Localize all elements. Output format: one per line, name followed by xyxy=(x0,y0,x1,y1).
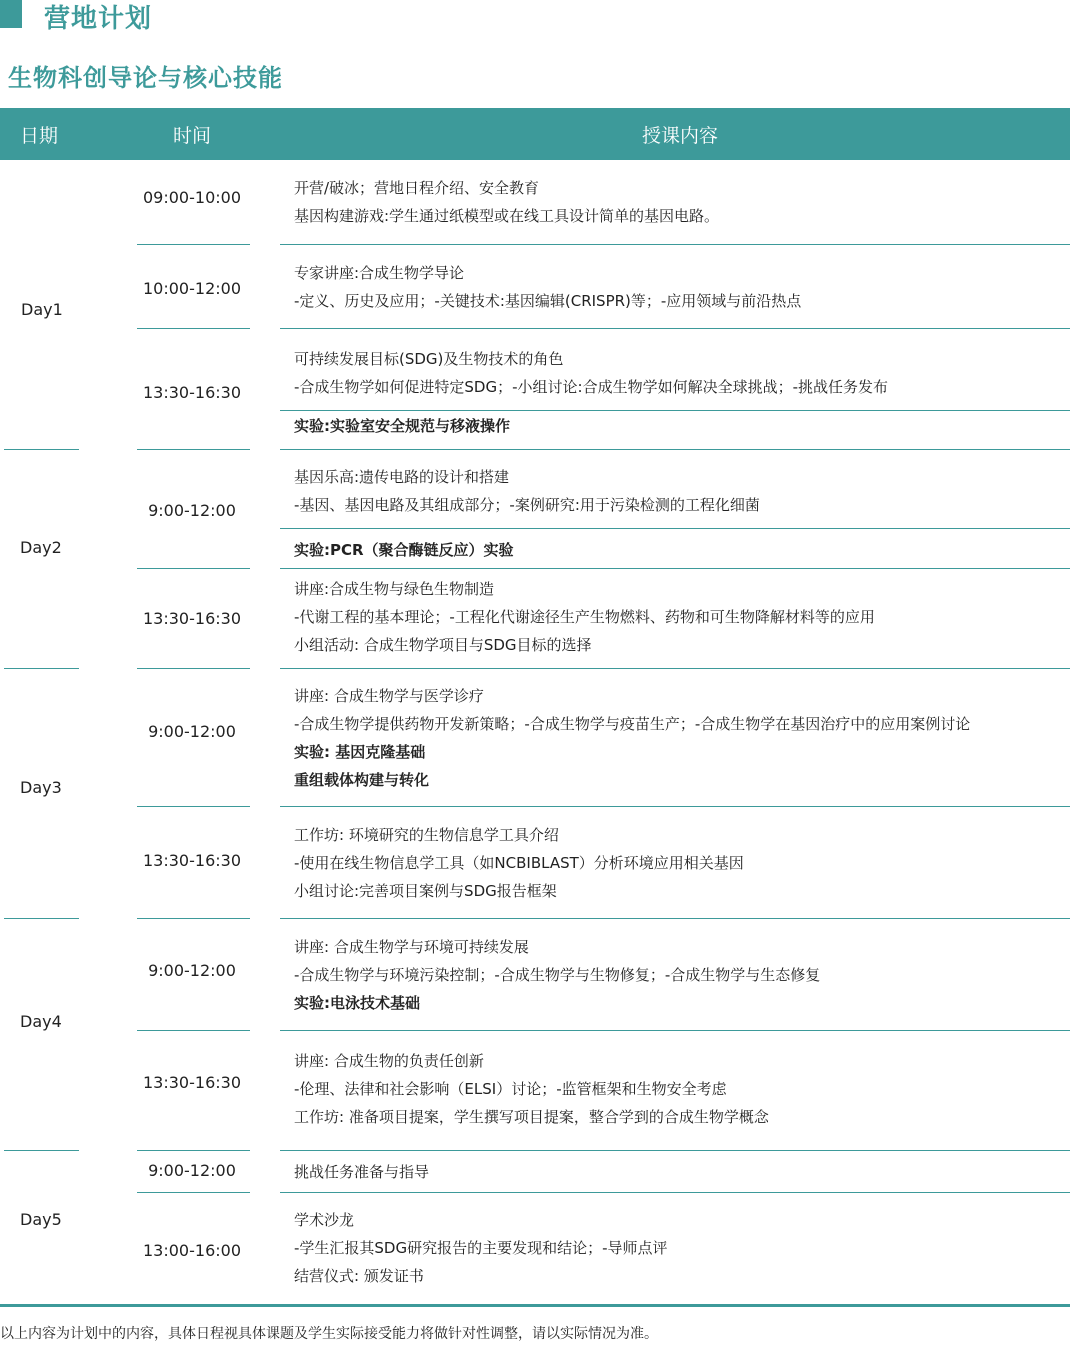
slot-time: 9:00-12:00 xyxy=(148,1161,236,1180)
content-line: -代谢工程的基本理论；-工程化代谢途径生产生物燃料、药物和可生物降解材料等的应用 xyxy=(294,608,875,626)
time-divider xyxy=(137,918,250,919)
time-divider xyxy=(137,668,250,669)
content-line: -合成生物学提供药物开发新策略；-合成生物学与疫苗生产；-合成生物学在基因治疗中的应用案例讨论 xyxy=(294,715,971,733)
content-divider xyxy=(280,449,1070,450)
content-line: 讲座:合成生物与绿色生物制造 xyxy=(294,580,495,598)
time-divider xyxy=(137,449,250,450)
day-label: Day1 xyxy=(21,300,63,319)
day-label: Day5 xyxy=(20,1210,62,1229)
table-header xyxy=(0,108,1070,160)
content-line: -定义、历史及应用；-关键技术:基因编辑(CRISPR)等；-应用领域与前沿热点 xyxy=(294,292,802,310)
slot-time: 13:30-16:30 xyxy=(143,383,241,402)
content-line: 工作坊: 环境研究的生物信息学工具介绍 xyxy=(294,826,559,844)
time-divider xyxy=(137,328,250,329)
slot-time: 9:00-12:00 xyxy=(148,501,236,520)
section-title: 营地计划 xyxy=(44,4,153,34)
day-divider xyxy=(4,449,79,450)
content-line: -伦理、法律和社会影响（ELSI）讨论；-监管框架和生物安全考虑 xyxy=(294,1080,727,1098)
content-line: -合成生物学与环境污染控制；-合成生物学与生物修复；-合成生物学与生态修复 xyxy=(294,966,821,984)
content-line: 小组讨论:完善项目案例与SDG报告框架 xyxy=(294,882,557,900)
lab-session: 实验:实验室安全规范与移液操作 xyxy=(294,417,511,435)
lab-session: 重组载体构建与转化 xyxy=(294,771,430,789)
slot-time: 10:00-12:00 xyxy=(143,279,241,298)
content-divider xyxy=(280,668,1070,669)
slot-time: 13:30-16:30 xyxy=(143,609,241,628)
content-line: 学术沙龙 xyxy=(294,1211,355,1229)
table-bottom-rule xyxy=(0,1304,1070,1307)
lab-session: 实验:PCR（聚合酶链反应）实验 xyxy=(294,541,514,559)
content-line: 讲座: 合成生物学与医学诊疗 xyxy=(294,687,484,705)
content-divider xyxy=(280,918,1070,919)
content-divider xyxy=(280,410,1070,411)
time-divider xyxy=(137,1192,250,1193)
section-marker xyxy=(0,0,22,28)
day-divider xyxy=(4,918,79,919)
time-divider xyxy=(137,1150,250,1151)
content-divider xyxy=(280,1030,1070,1031)
time-divider xyxy=(137,568,250,569)
content-line: 讲座: 合成生物的负责任创新 xyxy=(294,1052,484,1070)
content-line: -使用在线生物信息学工具（如NCBIBLAST）分析环境应用相关基因 xyxy=(294,854,744,872)
slot-time: 9:00-12:00 xyxy=(148,961,236,980)
header-content: 授课内容 xyxy=(642,125,719,147)
content-line: 基因构建游戏:学生通过纸模型或在线工具设计简单的基因电路。 xyxy=(294,207,720,225)
day-label: Day3 xyxy=(20,778,62,797)
content-divider xyxy=(280,328,1070,329)
content-divider xyxy=(280,1150,1070,1151)
content-line: 挑战任务准备与指导 xyxy=(294,1163,430,1181)
slot-time: 09:00-10:00 xyxy=(143,188,241,207)
time-divider xyxy=(137,806,250,807)
slot-time: 13:30-16:30 xyxy=(143,851,241,870)
lab-session: 实验:电泳技术基础 xyxy=(294,994,420,1012)
header-day: 日期 xyxy=(20,125,59,147)
content-divider xyxy=(280,568,1070,569)
content-divider xyxy=(280,528,1070,529)
content-line: 开营/破冰；营地日程介绍、安全教育 xyxy=(294,179,540,197)
content-line: 基因乐高:遗传电路的设计和搭建 xyxy=(294,468,510,486)
content-line: 小组活动: 合成生物学项目与SDG目标的选择 xyxy=(294,636,592,654)
content-line: -合成生物学如何促进特定SDG；-小组讨论:合成生物学如何解决全球挑战；-挑战任务发布 xyxy=(294,378,888,396)
content-line: 工作坊: 准备项目提案，学生撰写项目提案，整合学到的合成生物学概念 xyxy=(294,1108,769,1126)
content-line: -基因、基因电路及其组成部分；-案例研究:用于污染检测的工程化细菌 xyxy=(294,496,760,514)
content-line: 专家讲座:合成生物学导论 xyxy=(294,264,465,282)
day-label: Day2 xyxy=(20,538,62,557)
time-divider xyxy=(137,244,250,245)
content-line: 结营仪式: 颁发证书 xyxy=(294,1267,424,1285)
lab-session: 实验: 基因克隆基础 xyxy=(294,743,426,761)
content-divider xyxy=(280,244,1070,245)
slot-time: 9:00-12:00 xyxy=(148,722,236,741)
page-title: 生物科创导论与核心技能 xyxy=(8,64,283,92)
content-line: 可持续发展目标(SDG)及生物技术的角色 xyxy=(294,350,564,368)
content-line: -学生汇报其SDG研究报告的主要发现和结论；-导师点评 xyxy=(294,1239,668,1257)
footnote: 以上内容为计划中的内容，具体日程视具体课题及学生实际接受能力将做针对性调整，请以实际情况为准。 xyxy=(0,1326,658,1342)
content-line: 讲座: 合成生物学与环境可持续发展 xyxy=(294,938,529,956)
content-divider xyxy=(280,1192,1070,1193)
slot-time: 13:30-16:30 xyxy=(143,1073,241,1092)
day-label: Day4 xyxy=(20,1012,62,1031)
day-divider xyxy=(4,668,79,669)
header-time: 时间 xyxy=(173,125,212,147)
content-divider xyxy=(280,806,1070,807)
slot-time: 13:00-16:00 xyxy=(143,1241,241,1260)
day-divider xyxy=(4,1150,79,1151)
time-divider xyxy=(137,1030,250,1031)
